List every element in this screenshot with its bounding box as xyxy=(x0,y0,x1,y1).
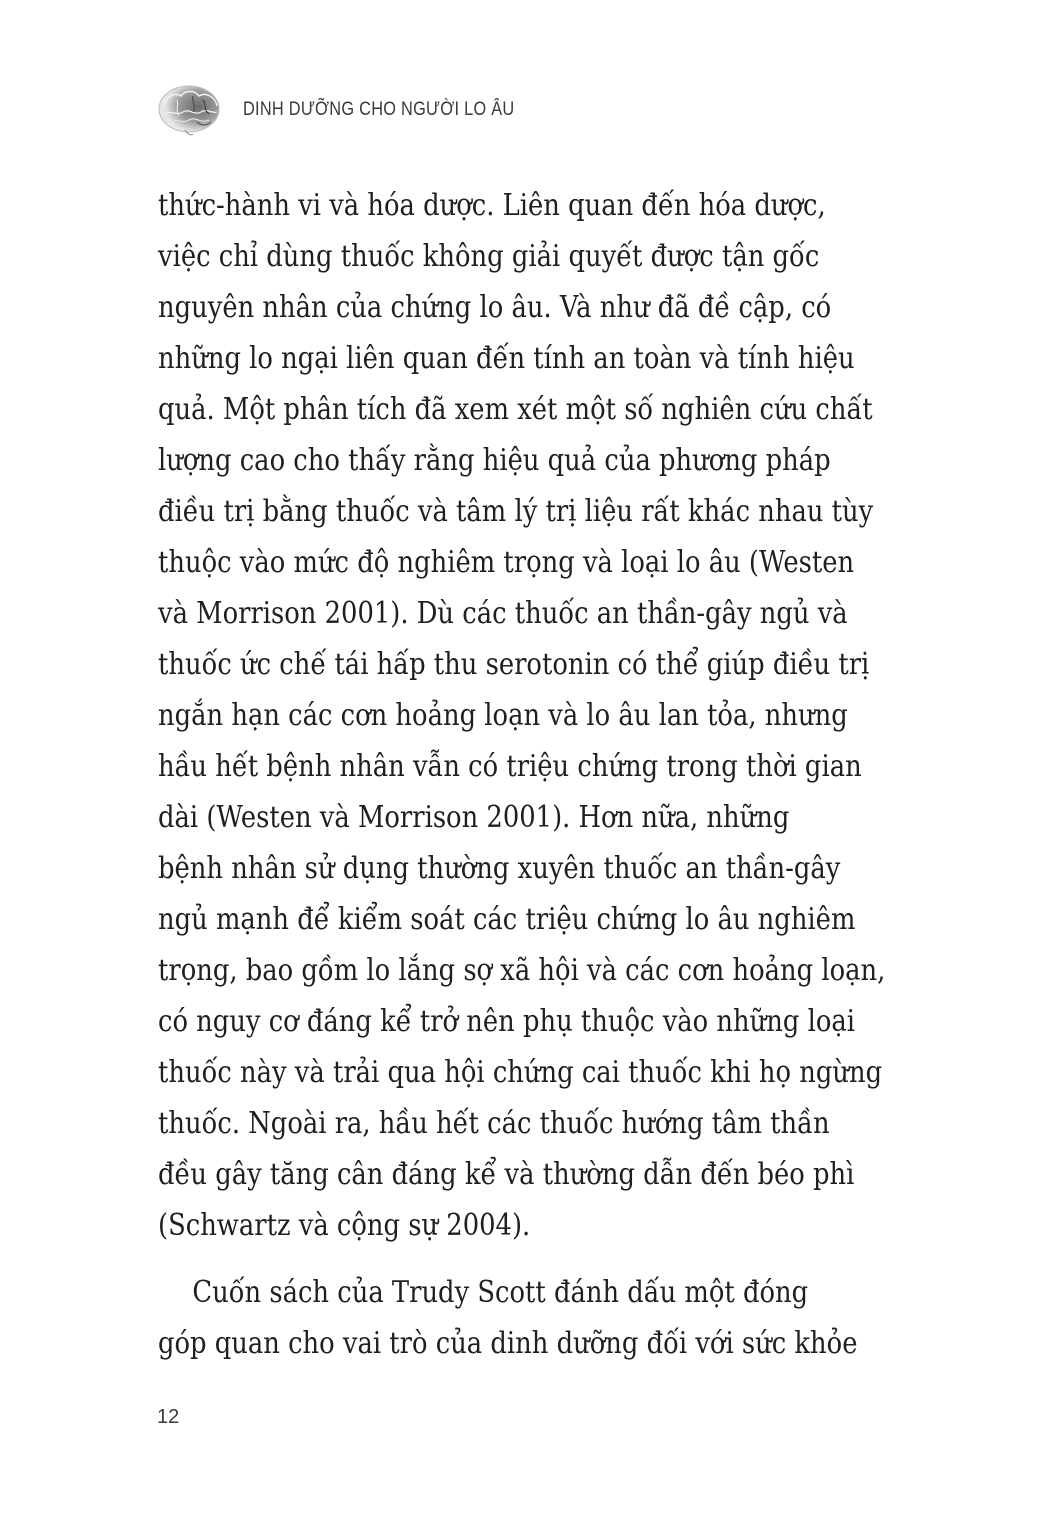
page-number: 12 xyxy=(157,1406,180,1428)
text-line: Cuốn sách của Trudy Scott đánh dấu một đóng xyxy=(192,1275,809,1310)
text-line: bệnh nhân sử dụng thường xuyên thuốc an thần-gây xyxy=(158,851,841,886)
text-line: (Schwartz và cộng sự 2004). xyxy=(158,1208,531,1243)
page-body xyxy=(158,180,886,1369)
text-line: quả. Một phân tích đã xem xét một số nghiên cứu chất xyxy=(158,392,873,427)
text-line: nguyên nhân của chứng lo âu. Và như đã đề cập, có xyxy=(158,290,832,325)
running-title: DINH DƯỠNG CHO NGƯỜI LO ÂU xyxy=(243,99,515,120)
text-line: ngắn hạn các cơn hoảng loạn và lo âu lan tỏa, nhưng xyxy=(158,698,848,733)
text-line: thuộc vào mức độ nghiêm trọng và loại lo âu (Westen xyxy=(158,545,855,580)
text-line: có nguy cơ đáng kể trở nên phụ thuộc vào những loại xyxy=(158,1004,856,1039)
text-line: ngủ mạnh để kiểm soát các triệu chứng lo âu nghiêm xyxy=(158,902,856,937)
text-line: hầu hết bệnh nhân vẫn có triệu chứng trong thời gian xyxy=(158,749,862,784)
paragraph-spacer xyxy=(158,1251,866,1267)
text-line: điều trị bằng thuốc và tâm lý trị liệu rất khác nhau tùy xyxy=(158,494,874,529)
text-line: trọng, bao gồm lo lắng sợ xã hội và các cơn hoảng loạn, xyxy=(158,953,886,988)
brain-icon xyxy=(157,82,223,138)
text-line: và Morrison 2001). Dù các thuốc an thần-gây ngủ và xyxy=(158,596,848,631)
text-line: lượng cao cho thấy rằng hiệu quả của phương pháp xyxy=(158,443,831,478)
text-line: thuốc. Ngoài ra, hầu hết các thuốc hướng tâm thần xyxy=(158,1106,830,1141)
text-line: việc chỉ dùng thuốc không giải quyết được tận gốc xyxy=(158,239,820,274)
text-line: góp quan cho vai trò của dinh dưỡng đối với sức khỏe xyxy=(158,1326,858,1361)
paragraph xyxy=(158,180,886,1251)
text-line: thức-hành vi và hóa dược. Liên quan đến hóa dược, xyxy=(158,188,826,223)
paragraph xyxy=(158,1267,866,1369)
text-line: dài (Westen và Morrison 2001). Hơn nữa, những xyxy=(158,800,790,835)
running-header xyxy=(157,80,559,140)
text-line: đều gây tăng cân đáng kể và thường dẫn đến béo phì xyxy=(158,1157,855,1192)
text-line: những lo ngại liên quan đến tính an toàn và tính hiệu xyxy=(158,341,855,376)
text-line: thuốc ức chế tái hấp thu serotonin có thể giúp điều trị xyxy=(158,647,870,682)
text-line: thuốc này và trải qua hội chứng cai thuốc khi họ ngừng xyxy=(158,1055,883,1090)
